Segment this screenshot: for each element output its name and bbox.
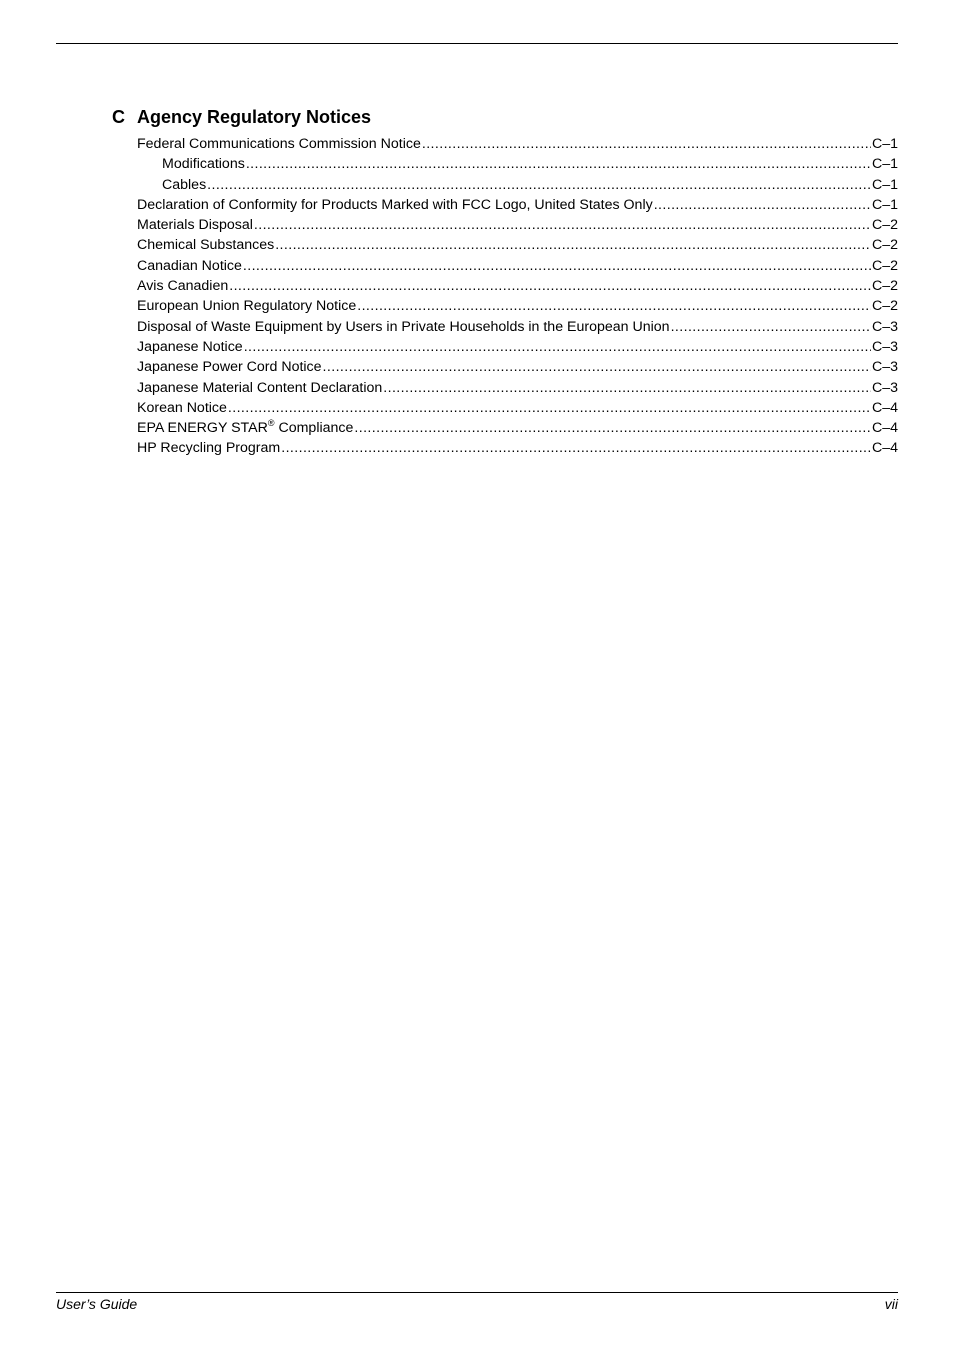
toc-page-number: C–4 — [871, 440, 898, 457]
dot-leader — [243, 256, 871, 276]
toc-page-number: C–2 — [871, 278, 898, 295]
dot-leader — [207, 175, 871, 195]
toc-page-number: C–3 — [871, 318, 898, 335]
toc-entry[interactable] — [137, 296, 898, 316]
toc-entry-title: Federal Communications Commission Notice — [137, 136, 421, 152]
dot-leader — [275, 235, 871, 255]
dot-leader — [354, 418, 871, 438]
chapter-title: Agency Regulatory Notices — [137, 107, 372, 127]
toc-entry-title: Modifications — [162, 156, 245, 173]
dot-leader — [228, 398, 871, 418]
toc-page-number: C–3 — [871, 359, 898, 376]
dot-leader — [229, 276, 871, 296]
dot-leader — [654, 195, 871, 215]
toc-page-number: C–4 — [871, 399, 898, 416]
toc-page-number: C–1 — [871, 156, 898, 173]
toc-page-number: C–2 — [871, 298, 898, 315]
toc-entry[interactable] — [137, 357, 898, 377]
footer-page-number: vii — [884, 1296, 898, 1312]
header-rule — [56, 43, 898, 44]
footer-document-title: User’s Guide — [56, 1296, 138, 1312]
toc-entry[interactable] — [137, 256, 898, 276]
toc-entry-title: Cables — [162, 176, 207, 193]
dot-leader — [357, 296, 871, 316]
toc-entry-title: Korean Notice — [137, 399, 227, 416]
toc-entry-title: Chemical Substances — [137, 237, 275, 254]
toc-page-number: C–4 — [871, 420, 898, 437]
toc-entry[interactable] — [137, 276, 898, 296]
toc-entry[interactable] — [137, 215, 898, 235]
toc-entry[interactable] — [137, 134, 898, 154]
toc-entry-title: Canadian Notice — [137, 257, 242, 274]
dot-leader — [422, 134, 871, 154]
dot-leader — [244, 337, 871, 357]
registered-mark: ® — [267, 418, 275, 429]
toc-entry[interactable] — [137, 378, 898, 398]
dot-leader — [383, 378, 871, 398]
toc-page-number: C–3 — [871, 379, 898, 396]
toc-entry-title — [137, 418, 353, 438]
toc-entry[interactable] — [137, 418, 898, 438]
toc-entry-title: HP Recycling Program — [137, 440, 281, 457]
chapter-letter: C — [112, 107, 125, 127]
toc-page-number: C–2 — [871, 217, 898, 234]
toc-entry-title: Materials Disposal — [137, 217, 253, 234]
toc-page-number: C–1 — [871, 176, 898, 193]
toc-page-number: C–3 — [871, 338, 898, 355]
toc-entry-title: Japanese Material Content Declaration — [137, 379, 383, 396]
toc-page-number: C–1 — [871, 196, 898, 213]
toc-entry-title: Japanese Notice — [137, 338, 243, 355]
toc-entry-title-main: EPA ENERGY STAR — [137, 420, 268, 437]
footer-rule — [56, 1292, 898, 1293]
toc-entry[interactable] — [137, 195, 898, 215]
toc-entry[interactable] — [137, 337, 898, 357]
toc-entry[interactable] — [137, 317, 898, 337]
toc-entry[interactable] — [137, 154, 898, 174]
dot-leader — [246, 154, 871, 174]
toc-entry-title: Disposal of Waste Equipment by Users in Private Households in the European Union — [137, 318, 670, 335]
toc-page-number: C–1 — [871, 136, 898, 152]
toc-entry-title: Avis Canadien — [137, 278, 229, 295]
toc-entry-title: European Union Regulatory Notice — [137, 298, 357, 315]
dot-leader — [671, 317, 871, 337]
toc-entry-title: Declaration of Conformity for Products Marked with FCC Logo, United States Only — [137, 196, 653, 213]
table-of-contents — [137, 134, 898, 459]
dot-leader — [323, 357, 871, 377]
toc-entry[interactable] — [137, 175, 898, 195]
dot-leader — [281, 438, 871, 458]
toc-entry[interactable] — [137, 398, 898, 418]
toc-entry[interactable] — [137, 235, 898, 255]
toc-page-number: C–2 — [871, 237, 898, 254]
toc-page-number: C–2 — [871, 257, 898, 274]
dot-leader — [254, 215, 871, 235]
toc-entry[interactable] — [137, 438, 898, 458]
toc-entry-title-suffix: Compliance — [274, 420, 354, 437]
chapter-heading — [112, 104, 898, 130]
toc-entry-title: Japanese Power Cord Notice — [137, 359, 322, 376]
